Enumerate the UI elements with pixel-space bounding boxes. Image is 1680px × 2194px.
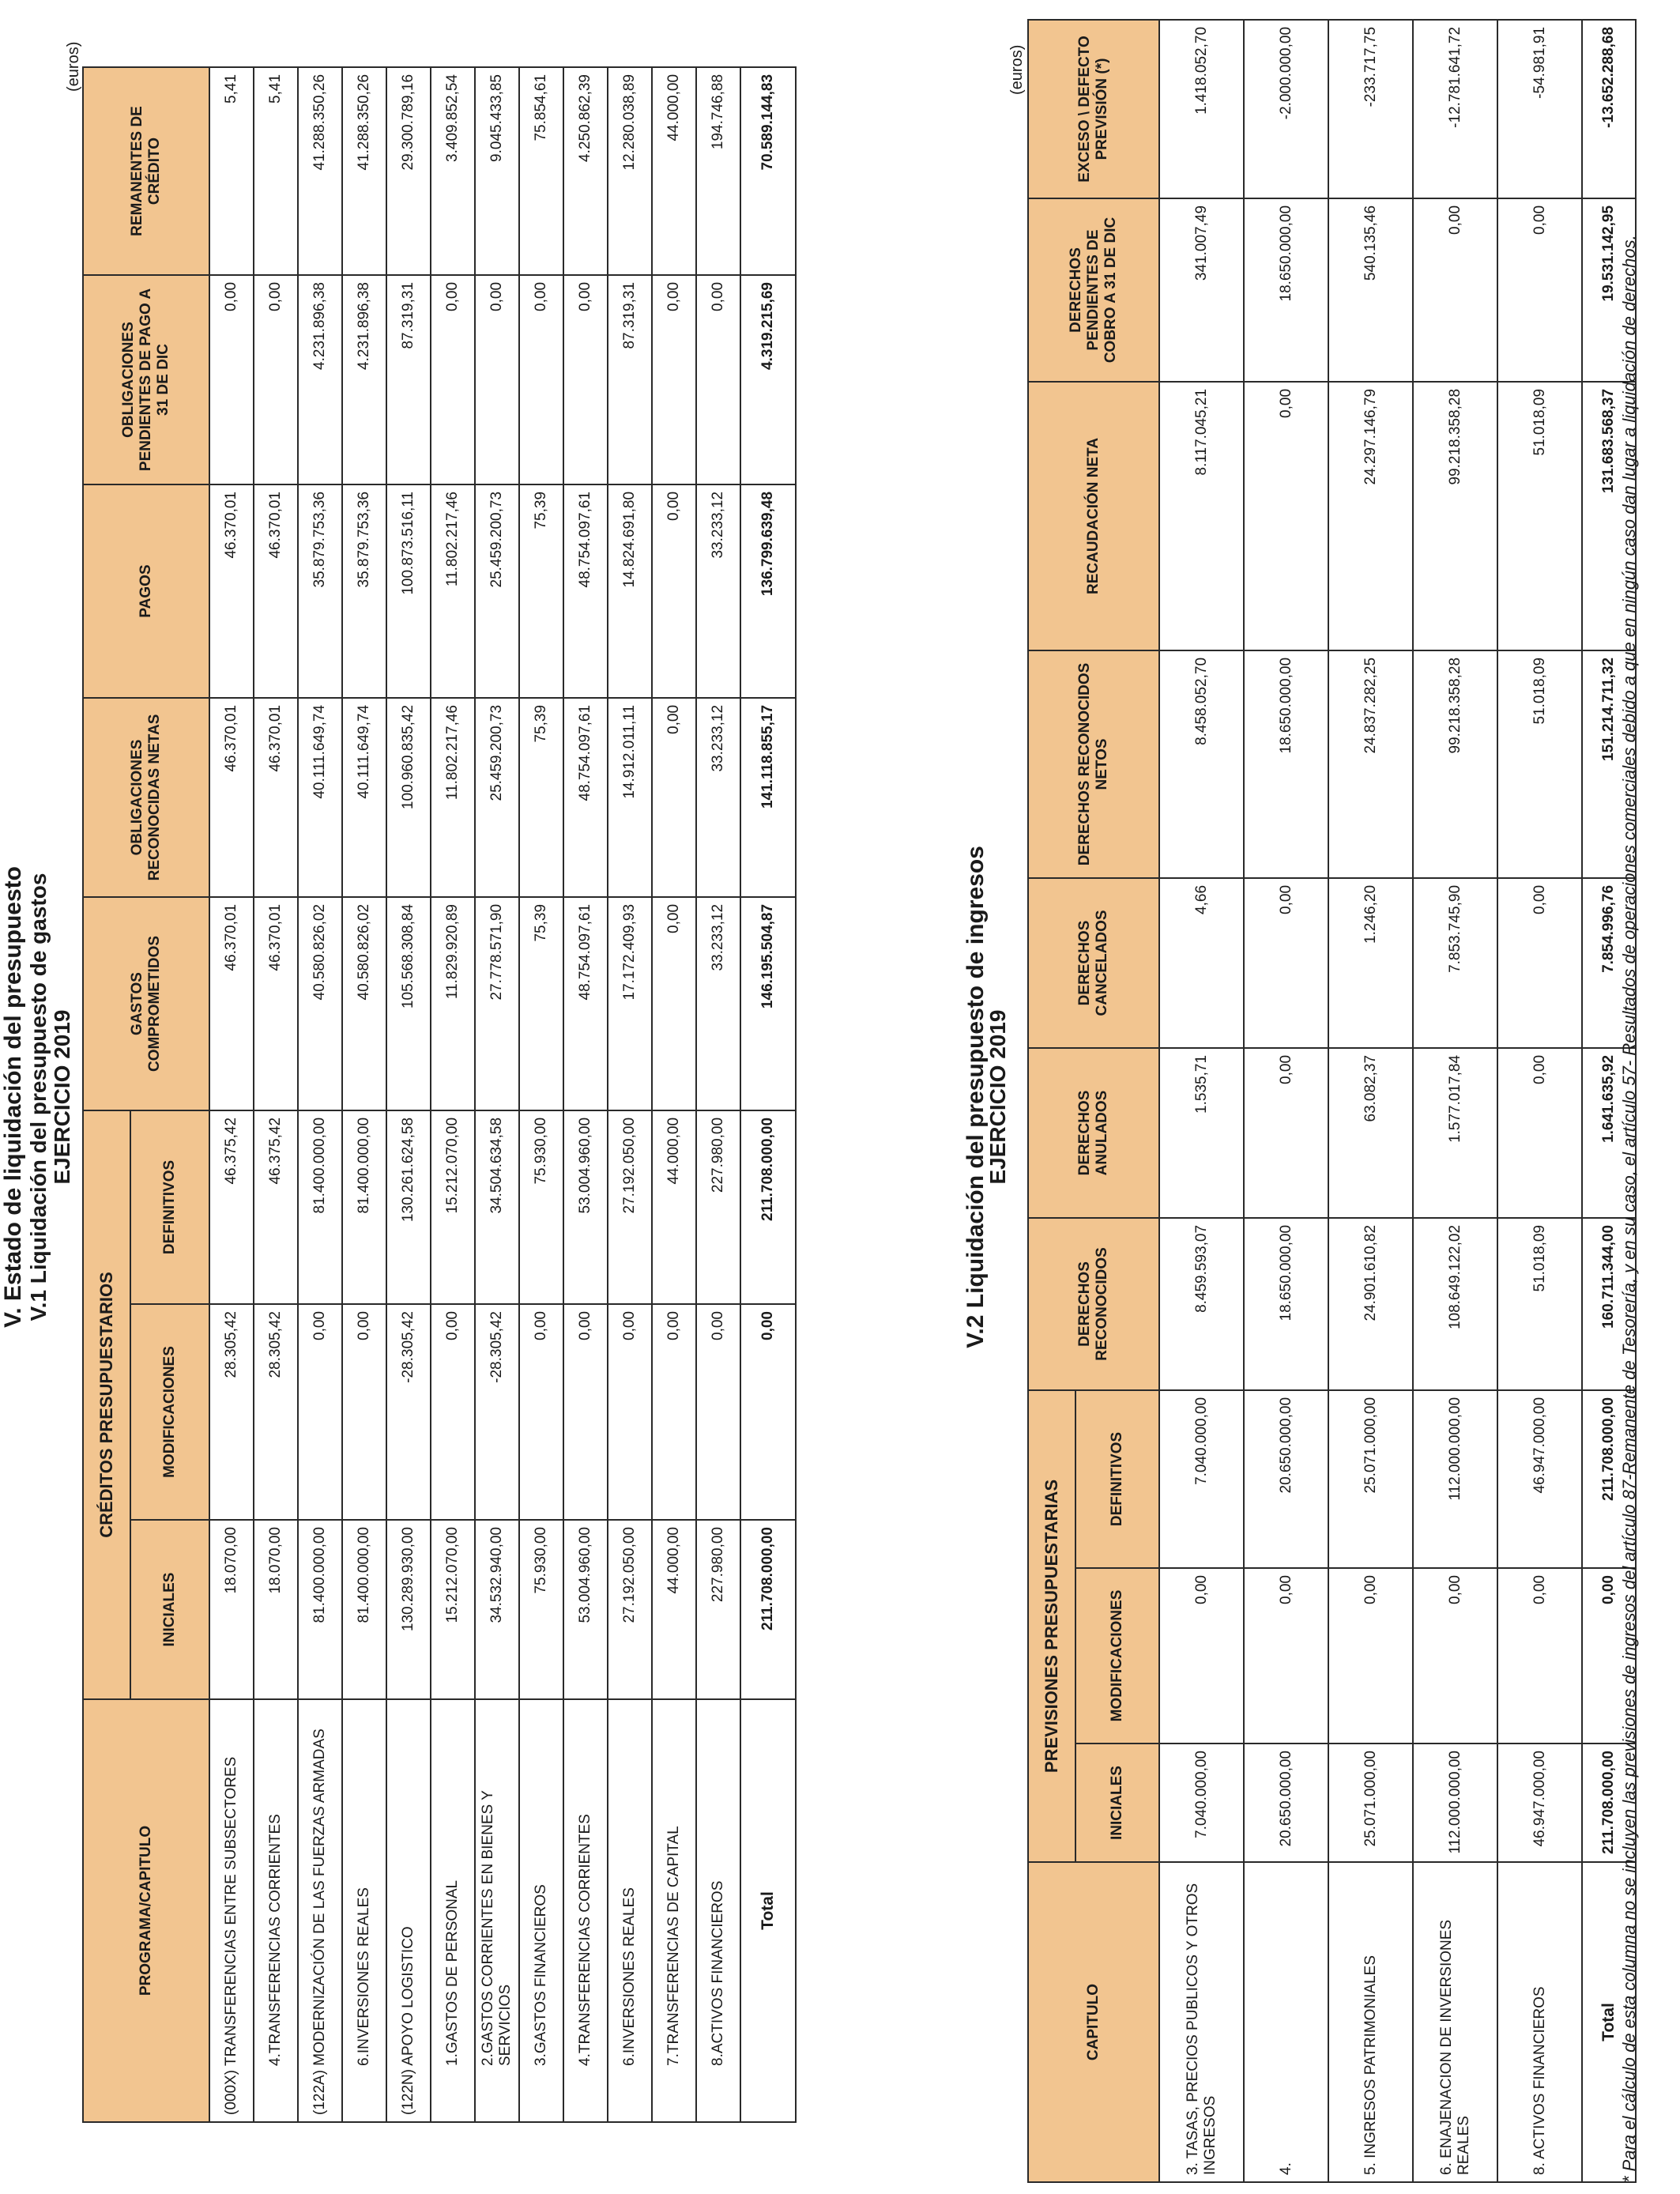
cell-value: 130.289.930,00 [386, 1520, 431, 1699]
cell-value: 11.802.217,46 [431, 484, 475, 698]
cell-value: 51.018,09 [1497, 1218, 1582, 1390]
gastos-subtitle: V.1 Liquidación del presupuesto de gastos [26, 873, 51, 1321]
cell-value: -28.305,42 [475, 1304, 519, 1520]
cell-value: -54.981,91 [1497, 20, 1582, 198]
table-row [519, 67, 563, 2122]
cell-value: -2.000.000,00 [1244, 20, 1328, 198]
cell-value: 341.007,49 [1159, 198, 1244, 382]
cell-value: 25.071.000,00 [1328, 1390, 1413, 1568]
cell-value: 34.532.940,00 [475, 1520, 519, 1699]
header-derechos-anulados: DERECHOS ANULADOS [1028, 1048, 1159, 1218]
row-label: 7.TRANSFERENCIAS DE CAPITAL [652, 1699, 696, 2122]
header-programa: PROGRAMA/CAPITULO [83, 1699, 209, 2122]
ingresos-table [1027, 19, 1637, 2183]
cell-value: 0,00 [608, 1304, 652, 1520]
header-capitulo: CAPITULO [1028, 1862, 1159, 2182]
table-row [1413, 20, 1497, 2182]
cell-value: 0,00 [254, 275, 298, 484]
cell-value: 24.297.146,79 [1328, 382, 1413, 650]
footnote: * Para el cálculo de esta columna no se incluyen las previsiones de ingresos del artículo 87-Remanente de Tesorería, y en su caso, el artículo 57- Resultados de operaciones comerciales debido a que en ningún caso dan lugar a liquidación de derechos. [1619, 235, 1639, 2183]
cell-value: 112.000.000,00 [1413, 1390, 1497, 1568]
cell-value: 4.250.862,39 [563, 67, 608, 275]
cell-value: 227.980,00 [696, 1110, 740, 1304]
total-value: 1.641.635,92 [1582, 1048, 1636, 1218]
cell-value: 75.854,61 [519, 67, 563, 275]
cell-value: -28.305,42 [386, 1304, 431, 1520]
cell-value: 34.504.634,58 [475, 1110, 519, 1304]
table-row [696, 67, 740, 2122]
row-label: 1.GASTOS DE PERSONAL [431, 1699, 475, 2122]
total-value: 136.799.639,48 [740, 484, 796, 698]
total-label: Total [1582, 1862, 1636, 2182]
cell-value: 81.400.000,00 [298, 1520, 342, 1699]
cell-value: 0,00 [431, 1304, 475, 1520]
cell-value: 8.459.593,07 [1159, 1218, 1244, 1390]
row-label: 3. TASAS, PRECIOS PUBLICOS Y OTROS INGRESOS [1159, 1862, 1244, 2182]
cell-value: 227.980,00 [696, 1520, 740, 1699]
cell-value: 14.824.691,80 [608, 484, 652, 698]
row-label: 5. INGRESOS PATRIMONIALES [1328, 1862, 1413, 2182]
total-value: 211.708.000,00 [1582, 1390, 1636, 1568]
cell-value: 99.218.358,28 [1413, 382, 1497, 650]
table-row [563, 67, 608, 2122]
row-label: 4.TRANSFERENCIAS CORRIENTES [254, 1699, 298, 2122]
cell-value: 1.418.052,70 [1159, 20, 1244, 198]
total-value: 0,00 [740, 1304, 796, 1520]
row-label: (122A) MODERNIZACIÓN DE LAS FUERZAS ARMADAS [298, 1699, 342, 2122]
total-value: 211.708.000,00 [740, 1110, 796, 1304]
cell-value: 0,00 [1497, 1048, 1582, 1218]
total-value: -13.652.288,68 [1582, 20, 1636, 198]
cell-value: 11.829.920,89 [431, 897, 475, 1110]
cell-value: 0,00 [652, 897, 696, 1110]
cell-value: 25.071.000,00 [1328, 1744, 1413, 1862]
cell-value: 63.082,37 [1328, 1048, 1413, 1218]
cell-value: 8.117.045,21 [1159, 382, 1244, 650]
cell-value: 0,00 [563, 275, 608, 484]
cell-value: 24.837.282,25 [1328, 650, 1413, 878]
cell-value: 40.111.649,74 [298, 698, 342, 897]
cell-value: 46.370,01 [209, 484, 254, 698]
cell-value: 46.947.000,00 [1497, 1390, 1582, 1568]
cell-value: 0,00 [652, 275, 696, 484]
cell-value: 17.172.409,93 [608, 897, 652, 1110]
cell-value: 11.802.217,46 [431, 698, 475, 897]
row-label: 4.TRANSFERENCIAS CORRIENTES [563, 1699, 608, 2122]
cell-value: 0,00 [519, 275, 563, 484]
header-derechos-reconocidos: DERECHOS RECONOCIDOS [1028, 1218, 1159, 1390]
total-value: 131.683.568,37 [1582, 382, 1636, 650]
cell-value: 4,66 [1159, 878, 1244, 1048]
cell-value: 33.233,12 [696, 698, 740, 897]
cell-value: 35.879.753,36 [298, 484, 342, 698]
cell-value: 12.280.038,89 [608, 67, 652, 275]
cell-value: 46.947.000,00 [1497, 1744, 1582, 1862]
cell-value: 75,39 [519, 897, 563, 1110]
cell-value: 100.960.835,42 [386, 698, 431, 897]
cell-value: 35.879.753,36 [342, 484, 386, 698]
header-obligaciones-pendientes: OBLIGACIONES PENDIENTES DE PAGO A 31 DE DIC [83, 275, 209, 484]
cell-value: 15.212.070,00 [431, 1520, 475, 1699]
cell-value: 48.754.097,61 [563, 897, 608, 1110]
cell-value: 0,00 [652, 484, 696, 698]
header-iniciales: INICIALES [130, 1520, 209, 1699]
header-exceso: EXCESO \ DEFECTO PREVISIÓN (*) [1028, 20, 1159, 198]
cell-value: 44.000,00 [652, 1520, 696, 1699]
cell-value: 44.000,00 [652, 67, 696, 275]
header-creditos: CRÉDITOS PRESUPUESTARIOS [83, 1110, 130, 1699]
cell-value: 27.192.050,00 [608, 1520, 652, 1699]
cell-value: 0,00 [342, 1304, 386, 1520]
cell-value: 46.370,01 [254, 698, 298, 897]
cell-value: 51.018,09 [1497, 650, 1582, 878]
total-value: 211.708.000,00 [1582, 1744, 1636, 1862]
total-value: 7.854.996,76 [1582, 878, 1636, 1048]
cell-value: 0,00 [1413, 1568, 1497, 1744]
header-derechos-netos: DERECHOS RECONOCIDOS NETOS [1028, 650, 1159, 878]
cell-value: 81.400.000,00 [342, 1110, 386, 1304]
cell-value: 9.045.433,85 [475, 67, 519, 275]
total-value: 70.589.144,83 [740, 67, 796, 275]
header-obligaciones-reconocidas: OBLIGACIONES RECONOCIDAS NETAS [83, 698, 209, 897]
table-row [431, 67, 475, 2122]
row-label: (122N) APOYO LOGISTICO [386, 1699, 431, 2122]
cell-value: 1.577.017,84 [1413, 1048, 1497, 1218]
cell-value: 0,00 [1244, 1568, 1328, 1744]
header-definitivos: DEFINITIVOS [1075, 1390, 1159, 1568]
row-label: 6. ENAJENACION DE INVERSIONES REALES [1413, 1862, 1497, 2182]
cell-value: 0,00 [1244, 382, 1328, 650]
header-remanentes: REMANENTES DE CRÉDITO [83, 67, 209, 275]
total-row [740, 67, 796, 2122]
header-iniciales: INICIALES [1075, 1744, 1159, 1862]
gastos-unit: (euros) [65, 41, 82, 92]
header-derechos-cancelados: DERECHOS CANCELADOS [1028, 878, 1159, 1048]
cell-value: 41.288.350,26 [342, 67, 386, 275]
table-row [1244, 20, 1328, 2182]
cell-value: 0,00 [652, 698, 696, 897]
cell-value: 20.650.000,00 [1244, 1744, 1328, 1862]
total-label: Total [740, 1699, 796, 2122]
cell-value: 87.319,31 [608, 275, 652, 484]
row-label: 6.INVERSIONES REALES [608, 1699, 652, 2122]
row-label: 2.GASTOS CORRIENTES EN BIENES Y SERVICIOS [475, 1699, 519, 2122]
header-derechos-pendientes: DERECHOS PENDIENTES DE COBRO A 31 DE DIC [1028, 198, 1159, 382]
cell-value: 0,00 [1159, 1568, 1244, 1744]
row-label: 8. ACTIVOS FINANCIEROS [1497, 1862, 1582, 2182]
cell-value: 0,00 [1328, 1568, 1413, 1744]
cell-value: 46.370,01 [209, 897, 254, 1110]
cell-value: 75,39 [519, 698, 563, 897]
section-title: V. Estado de liquidación del presupuesto [0, 866, 26, 1329]
header-definitivos: DEFINITIVOS [130, 1110, 209, 1304]
ingresos-unit: (euros) [1008, 44, 1026, 95]
cell-value: 105.568.308,84 [386, 897, 431, 1110]
cell-value: 81.400.000,00 [298, 1110, 342, 1304]
cell-value: 40.580.826,02 [298, 897, 342, 1110]
cell-value: 5,41 [209, 67, 254, 275]
total-value: 0,00 [1582, 1568, 1636, 1744]
cell-value: 41.288.350,26 [298, 67, 342, 275]
cell-value: 75.930,00 [519, 1520, 563, 1699]
table-row [386, 67, 431, 2122]
cell-value: 0,00 [1244, 878, 1328, 1048]
cell-value: 100.873.516,11 [386, 484, 431, 698]
total-value: 146.195.504,87 [740, 897, 796, 1110]
header-previsiones: PREVISIONES PRESUPUESTARIAS [1028, 1390, 1075, 1862]
cell-value: 130.261.624,58 [386, 1110, 431, 1304]
cell-value: 8.458.052,70 [1159, 650, 1244, 878]
row-label: 6.INVERSIONES REALES [342, 1699, 386, 2122]
cell-value: 18.070,00 [254, 1520, 298, 1699]
cell-value: 18.070,00 [209, 1520, 254, 1699]
cell-value: 15.212.070,00 [431, 1110, 475, 1304]
cell-value: 0,00 [1497, 878, 1582, 1048]
header-modificaciones: MODIFICACIONES [1075, 1568, 1159, 1744]
total-value: 4.319.215,69 [740, 275, 796, 484]
cell-value: 0,00 [475, 275, 519, 484]
total-value: 19.531.142,95 [1582, 198, 1636, 382]
cell-value: 4.231.896,38 [342, 275, 386, 484]
row-label: (000X) TRANSFERENCIAS ENTRE SUBSECTORES [209, 1699, 254, 2122]
table-row [608, 67, 652, 2122]
cell-value: 18.650.000,00 [1244, 1218, 1328, 1390]
cell-value: 14.912.011,11 [608, 698, 652, 897]
ingresos-title: V.2 Liquidación del presupuesto de ingresos [962, 846, 989, 1348]
cell-value: 44.000,00 [652, 1110, 696, 1304]
cell-value: 24.901.610,82 [1328, 1218, 1413, 1390]
header-pagos: PAGOS [83, 484, 209, 698]
table-row [475, 67, 519, 2122]
cell-value: 46.375,42 [254, 1110, 298, 1304]
table-row [209, 67, 254, 2122]
total-value: 160.711.344,00 [1582, 1218, 1636, 1390]
cell-value: 48.754.097,61 [563, 484, 608, 698]
cell-value: 5,41 [254, 67, 298, 275]
cell-value: 194.746,88 [696, 67, 740, 275]
table-row [254, 67, 298, 2122]
header-gastos-comprometidos: GASTOS COMPROMETIDOS [83, 897, 209, 1110]
table-row [298, 67, 342, 2122]
cell-value: 99.218.358,28 [1413, 650, 1497, 878]
table-row [342, 67, 386, 2122]
cell-value: -233.717,75 [1328, 20, 1413, 198]
cell-value: 40.580.826,02 [342, 897, 386, 1110]
gastos-table [82, 66, 797, 2123]
cell-value: 1.246,20 [1328, 878, 1413, 1048]
cell-value: 87.319,31 [386, 275, 431, 484]
cell-value: 0,00 [519, 1304, 563, 1520]
cell-value: 112.000.000,00 [1413, 1744, 1497, 1862]
gastos-year: EJERCICIO 2019 [50, 1009, 74, 1185]
cell-value: 0,00 [563, 1304, 608, 1520]
total-value: 151.214.711,32 [1582, 650, 1636, 878]
cell-value: 48.754.097,61 [563, 698, 608, 897]
cell-value: 33.233,12 [696, 484, 740, 698]
cell-value: 3.409.852,54 [431, 67, 475, 275]
cell-value: 7.040.000,00 [1159, 1744, 1244, 1862]
cell-value: 0,00 [696, 1304, 740, 1520]
row-label: 4. [1244, 1862, 1328, 2182]
table-row [1159, 20, 1244, 2182]
row-label: 3.GASTOS FINANCIEROS [519, 1699, 563, 2122]
cell-value: -12.781.641,72 [1413, 20, 1497, 198]
cell-value: 46.370,01 [254, 897, 298, 1110]
cell-value: 20.650.000,00 [1244, 1390, 1328, 1568]
cell-value: 18.650.000,00 [1244, 650, 1328, 878]
ingresos-year: EJERCICIO 2019 [985, 1009, 1010, 1185]
cell-value: 75,39 [519, 484, 563, 698]
total-value: 141.118.855,17 [740, 698, 796, 897]
cell-value: 51.018,09 [1497, 382, 1582, 650]
cell-value: 27.192.050,00 [608, 1110, 652, 1304]
cell-value: 33.233,12 [696, 897, 740, 1110]
cell-value: 0,00 [652, 1304, 696, 1520]
cell-value: 46.375,42 [209, 1110, 254, 1304]
cell-value: 46.370,01 [209, 698, 254, 897]
cell-value: 25.459.200,73 [475, 484, 519, 698]
cell-value: 75.930,00 [519, 1110, 563, 1304]
cell-value: 25.459.200,73 [475, 698, 519, 897]
total-value: 211.708.000,00 [740, 1520, 796, 1699]
cell-value: 81.400.000,00 [342, 1520, 386, 1699]
cell-value: 29.300.789,16 [386, 67, 431, 275]
cell-value: 0,00 [696, 275, 740, 484]
cell-value: 40.111.649,74 [342, 698, 386, 897]
cell-value: 28.305,42 [254, 1304, 298, 1520]
cell-value: 18.650.000,00 [1244, 198, 1328, 382]
cell-value: 7.040.000,00 [1159, 1390, 1244, 1568]
cell-value: 27.778.571,90 [475, 897, 519, 1110]
cell-value: 540.135,46 [1328, 198, 1413, 382]
cell-value: 0,00 [1497, 198, 1582, 382]
table-row [652, 67, 696, 2122]
header-modificaciones: MODIFICACIONES [130, 1304, 209, 1520]
cell-value: 0,00 [431, 275, 475, 484]
cell-value: 4.231.896,38 [298, 275, 342, 484]
row-label: 8.ACTIVOS FINANCIEROS [696, 1699, 740, 2122]
cell-value: 0,00 [209, 275, 254, 484]
table-row [1497, 20, 1582, 2182]
cell-value: 28.305,42 [209, 1304, 254, 1520]
cell-value: 0,00 [1413, 198, 1497, 382]
table-row [1328, 20, 1413, 2182]
cell-value: 1.535,71 [1159, 1048, 1244, 1218]
cell-value: 0,00 [1497, 1568, 1582, 1744]
header-recaudacion: RECAUDACIÓN NETA [1028, 382, 1159, 650]
cell-value: 108.649.122,02 [1413, 1218, 1497, 1390]
cell-value: 0,00 [298, 1304, 342, 1520]
cell-value: 53.004.960,00 [563, 1110, 608, 1304]
cell-value: 7.853.745,90 [1413, 878, 1497, 1048]
cell-value: 53.004.960,00 [563, 1520, 608, 1699]
cell-value: 46.370,01 [254, 484, 298, 698]
cell-value: 0,00 [1244, 1048, 1328, 1218]
